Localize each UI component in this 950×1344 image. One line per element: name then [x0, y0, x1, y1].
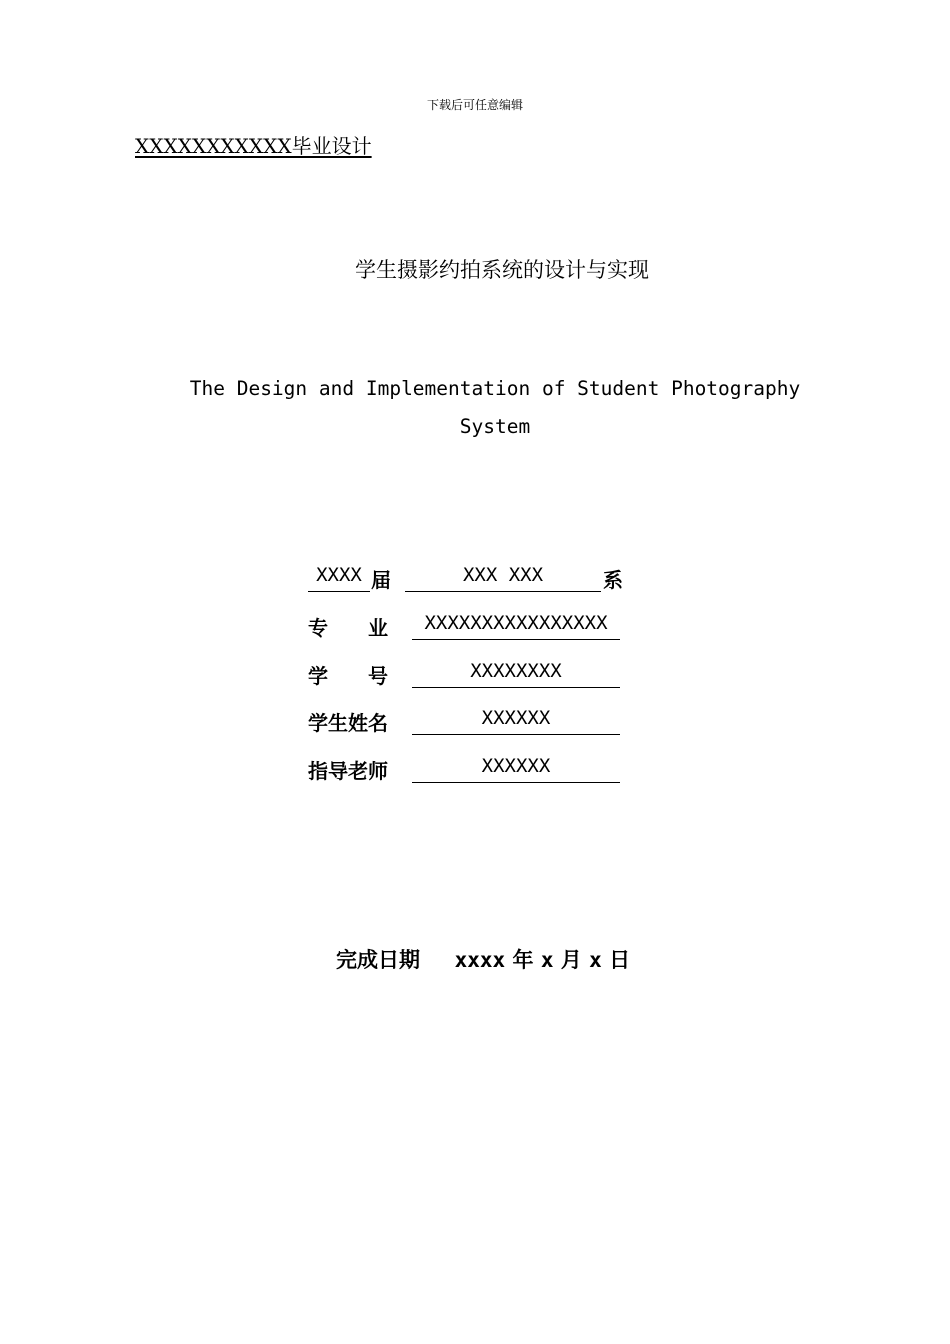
major-row [308, 612, 628, 642]
advisor-value: XXXXXX [412, 755, 620, 783]
student-name-row [308, 707, 628, 737]
major-value: XXXXXXXXXXXXXXXX [412, 612, 620, 640]
advisor-label: 指导老师 [308, 759, 388, 783]
completion-month-unit: 月 [560, 947, 582, 972]
session-row [308, 564, 638, 594]
student-id-row [308, 660, 628, 690]
thesis-title-cn: 学生摄影约拍系统的设计与实现 [355, 258, 649, 282]
session-value: XXXX [308, 564, 370, 592]
header-note: 下载后可任意编辑 [426, 98, 523, 112]
student-name-value: XXXXXX [412, 707, 620, 735]
completion-year-unit: 年 [512, 947, 534, 972]
completion-label: 完成日期 [336, 947, 420, 972]
completion-date [336, 944, 630, 974]
completion-day: x [589, 948, 602, 972]
student-id-label: 学 号 [308, 664, 388, 688]
completion-year: xxxx [454, 948, 506, 972]
department-suffix: 系 [603, 568, 623, 592]
thesis-title-en: The Design and Implementation of Student Photography System [189, 377, 801, 438]
department-value: XXX XXX [405, 564, 601, 592]
session-suffix: 届 [371, 568, 391, 592]
student-name-label: 学生姓名 [308, 711, 388, 735]
student-id-value: XXXXXXXX [412, 660, 620, 688]
major-label: 专 业 [308, 616, 388, 640]
school-title: XXXXXXXXXXX毕业设计 [135, 134, 372, 158]
completion-day-unit: 日 [609, 947, 631, 972]
advisor-row [308, 755, 628, 785]
completion-month: x [540, 948, 554, 972]
